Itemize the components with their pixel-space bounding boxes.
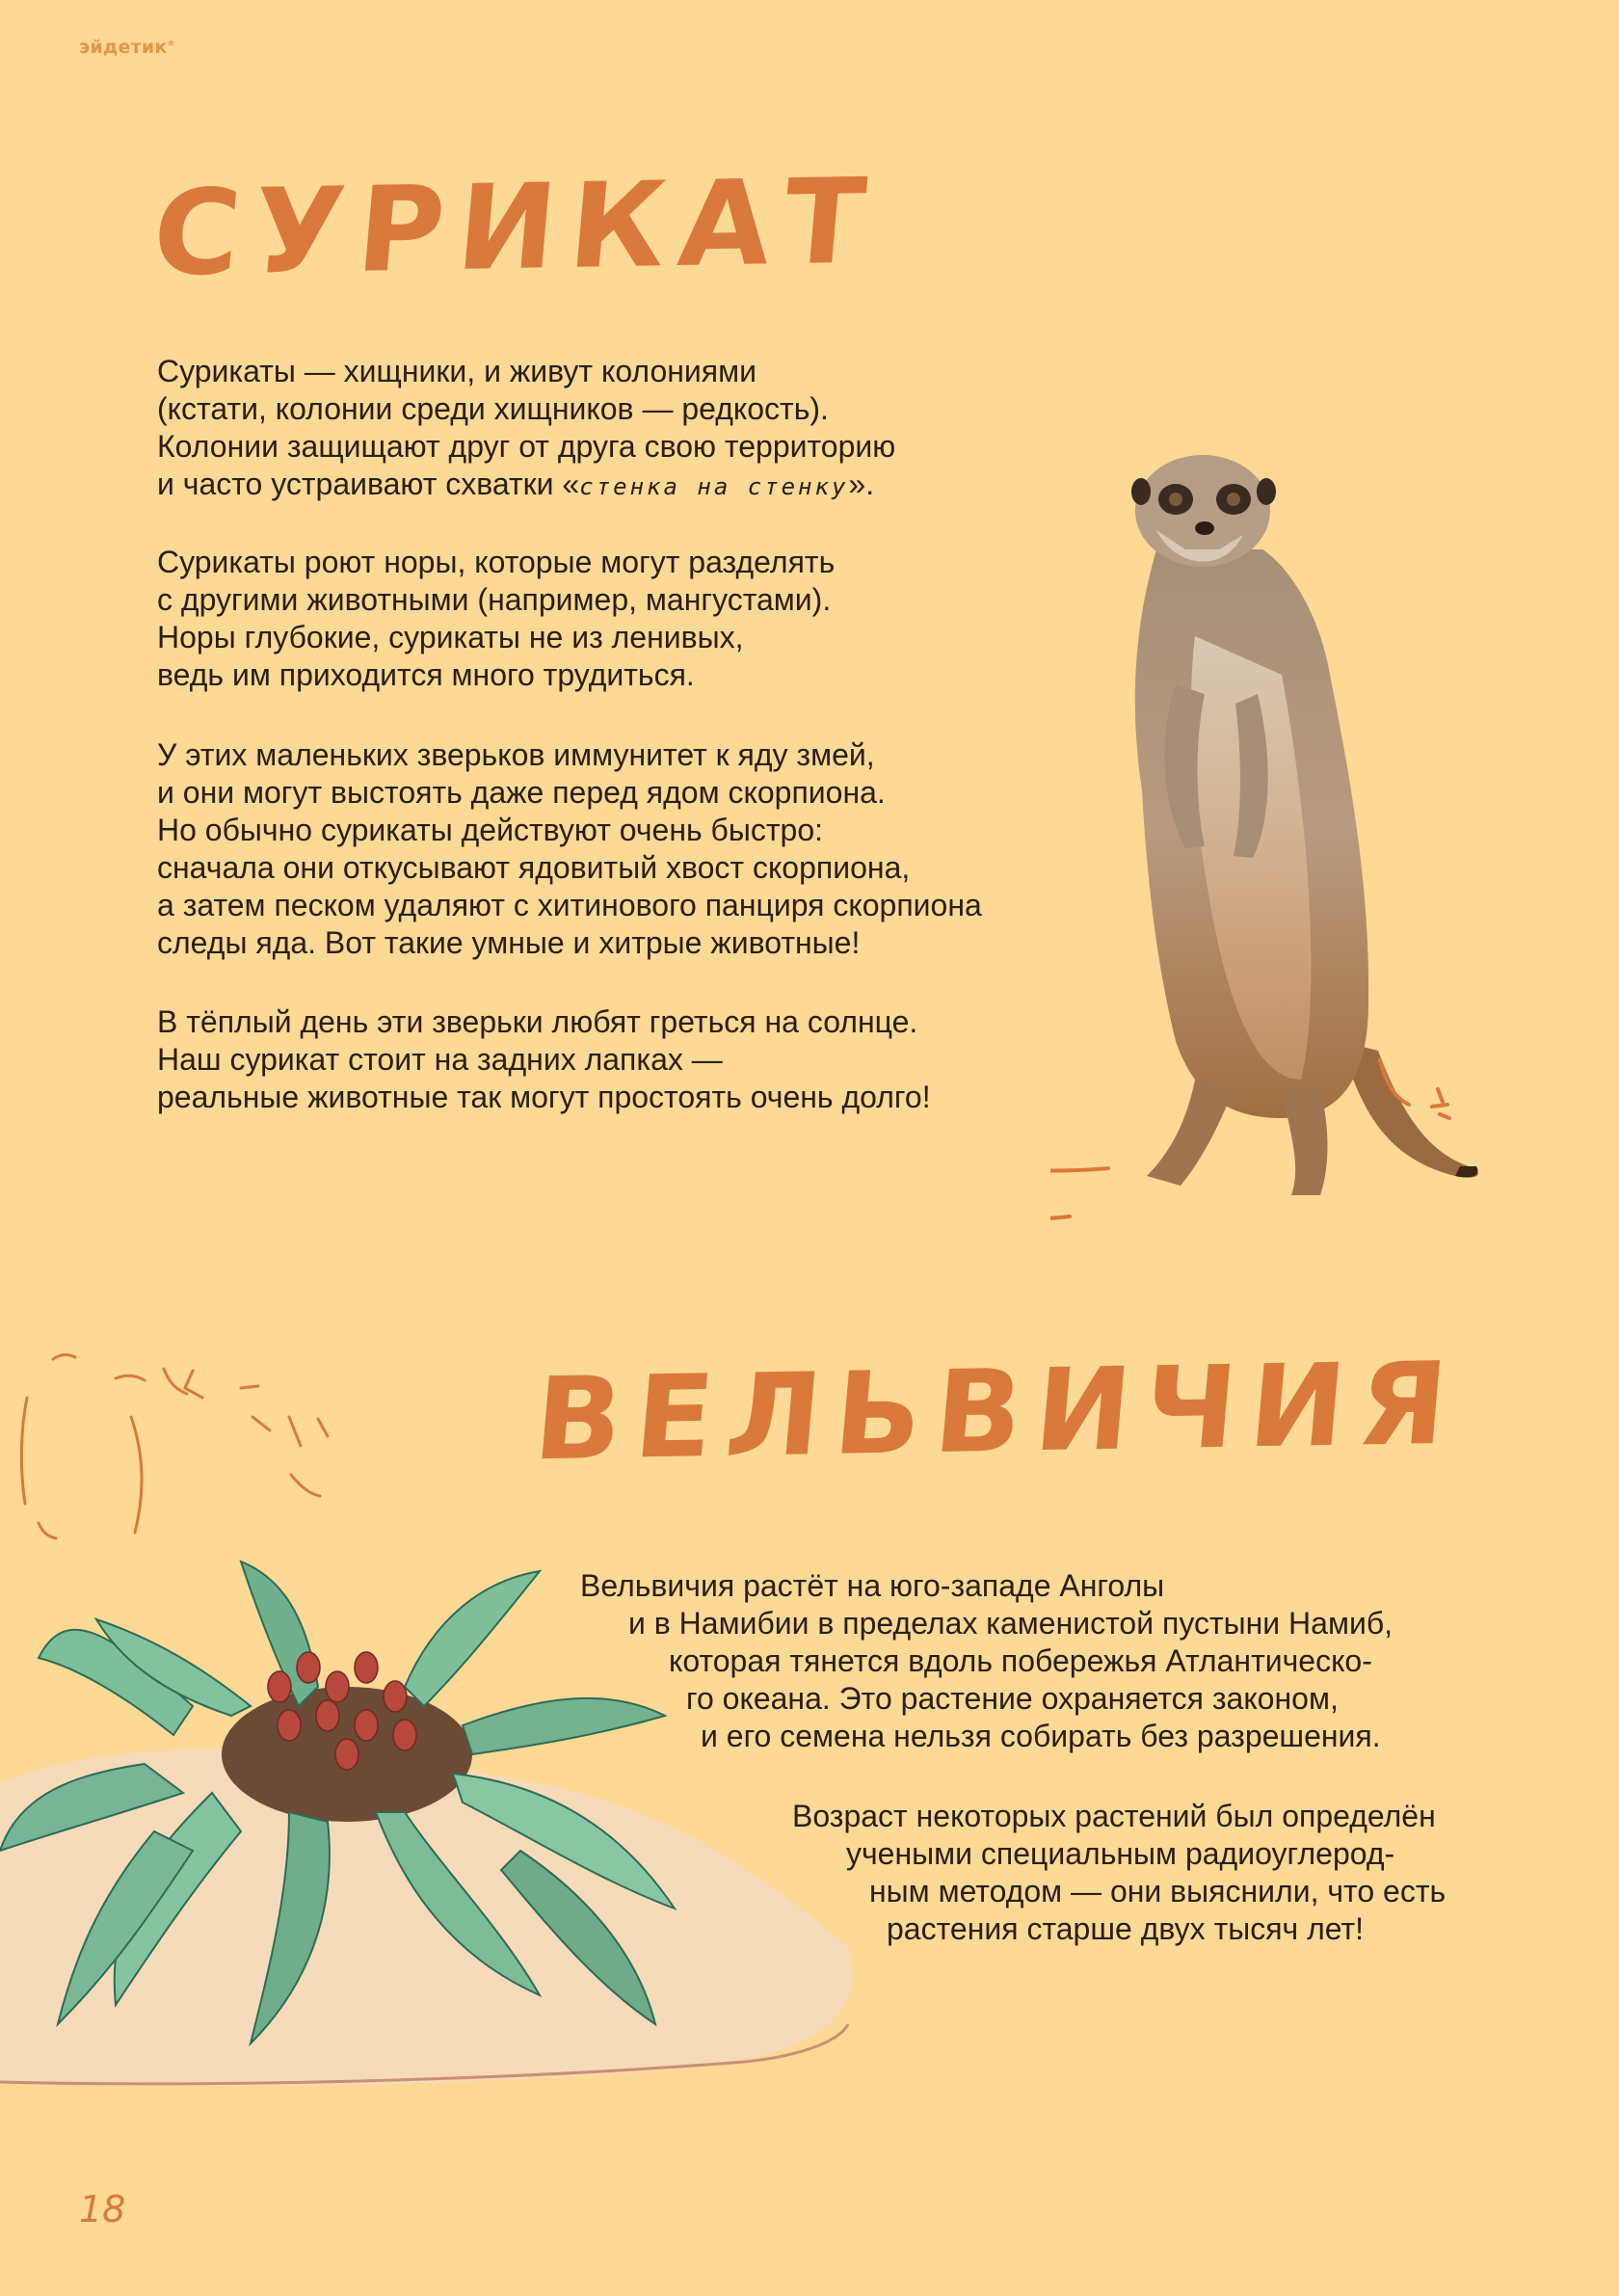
meerkat-illustration [1050, 424, 1484, 1243]
meerkat-title: СУРИКАТ [147, 152, 885, 303]
welwitschia-paragraph-1: Вельвичия растёт на юго-западе Анголы и в Намибии в пределах каменистой пустыни Намиб, которая тянется вдоль побережья Атлантическо- го океана. Это растение охраняется законом, и его семена нельзя собирать без разрешения. [580, 1568, 1393, 1753]
meerkat-paragraph-4: В тёплый день эти зверьки любят греться на солнце. Наш сурикат стоит на задних лапках — реальные животные так могут простоять очень долго! [157, 1004, 931, 1114]
publisher-logo: эйдетик® [79, 37, 175, 58]
welwitschia-title: ВЕЛЬВИЧИЯ [529, 1336, 1467, 1486]
handwritten-quote: стенка на стенку [579, 473, 849, 500]
meerkat-paragraph-2: Сурикаты роют норы, которые могут разделять с другими животными (например, мангустами). Норы глубокие, сурикаты не из ленивых, ведь им приходится много трудиться. [157, 545, 836, 692]
page-number: 18 [79, 2188, 126, 2230]
meerkat-paragraph-1: Сурикаты — хищники, и живут колониями (кстати, колонии среди хищников — редкость). Колонии защищают друг от друга свою территорию и часто устраивают схватки «стенка на стенку». [157, 354, 896, 501]
welwitschia-paragraph-2: Возраст некоторых растений был определён учеными специальным радиоуглерод- ным методом — они выяснили, что есть растения старше двух тысяч лет! [792, 1799, 1446, 1946]
meerkat-paragraph-3: У этих маленьких зверьков иммунитет к яду змей, и они могут выстоять даже перед ядом скорпиона. Но обычно сурикаты действуют очень быстро: сначала они откусывают ядовитый хвост скорпиона, а затем песком удаляют с хитинового панциря скорпиона следы яда. Вот такие умные и хитрые животные! [157, 737, 982, 960]
